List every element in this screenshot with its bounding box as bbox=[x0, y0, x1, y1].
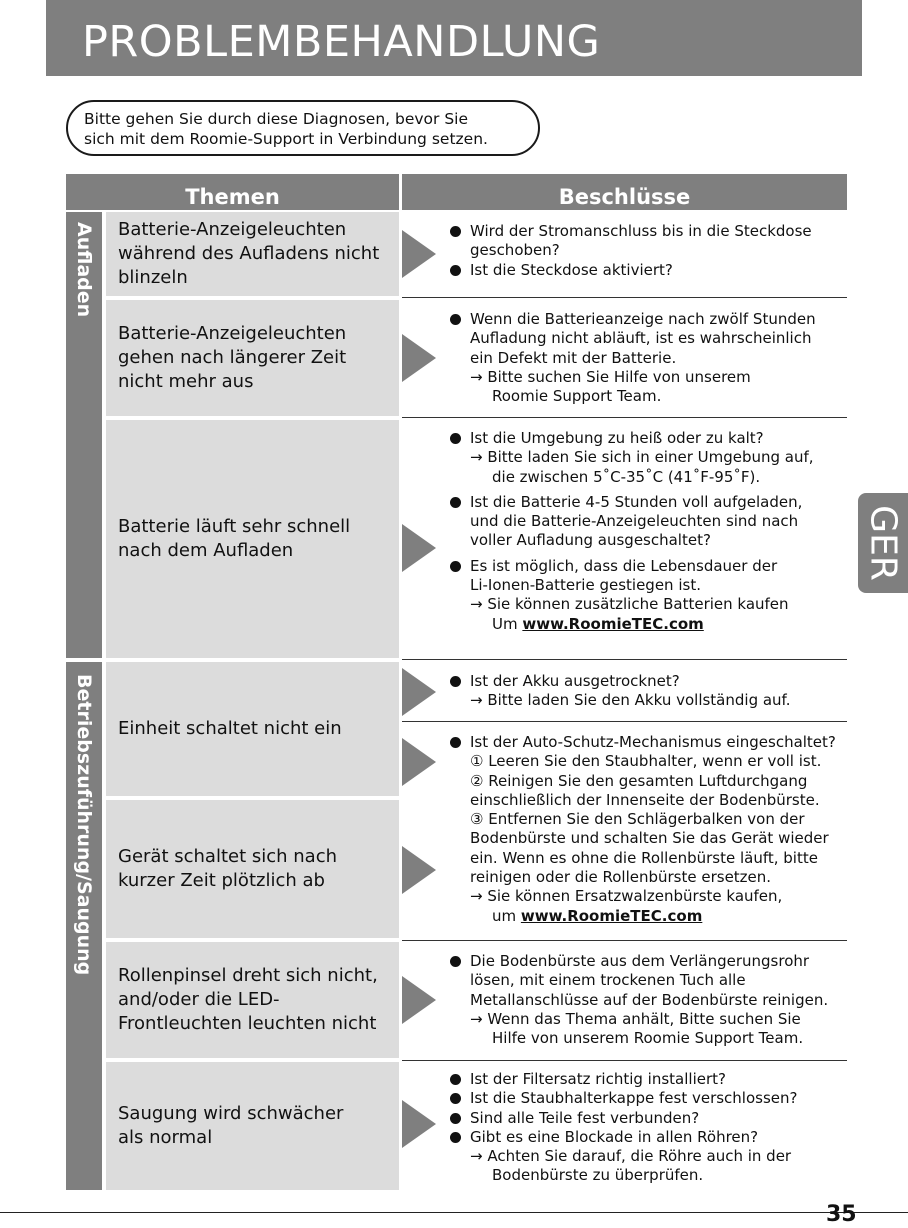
section-charging-label: Aufladen bbox=[73, 222, 95, 318]
arrow-icon bbox=[402, 668, 436, 716]
header-solutions: Beschlüsse bbox=[402, 174, 847, 210]
row-divider bbox=[402, 417, 847, 418]
page-number: 35 bbox=[826, 1202, 857, 1227]
solution-7-item-3: Sind alle Teile fest verbunden? bbox=[450, 1109, 870, 1128]
solution-3 bbox=[450, 429, 870, 634]
arrow-icon bbox=[402, 334, 436, 382]
intro-text bbox=[84, 109, 488, 149]
arrow-icon bbox=[402, 524, 436, 572]
section-operation-label: Betriebszuführung/Saugung bbox=[73, 674, 95, 976]
language-tab-label: GER bbox=[862, 505, 904, 581]
topic-cell-5 bbox=[106, 800, 399, 938]
solution-6 bbox=[450, 952, 870, 1048]
solution-1-item-1: Wird der Stromanschluss bis in die Steckdose geschoben? bbox=[450, 222, 870, 261]
solution-2-note: → Bitte suchen Sie Hilfe von unserem Roomie Support Team. bbox=[470, 367, 751, 406]
header-topics: Themen bbox=[66, 174, 399, 210]
solution-7-item-4: Gibt es eine Blockade in allen Röhren? bbox=[450, 1128, 870, 1147]
arrow-icon bbox=[402, 738, 436, 786]
solution-4a bbox=[450, 672, 870, 711]
row-divider bbox=[402, 940, 847, 941]
solution-3-note-1: → Bitte laden Sie sich in einer Umgebung auf, die zwischen 5˚C-35˚C (41˚F-95˚F). bbox=[470, 448, 814, 486]
solution-3-note-2: → Sie können zusätzliche Batterien kaufen Um www.RoomieTEC.com bbox=[470, 595, 789, 633]
topic-text-5: Gerät schaltet sich nach kurzer Zeit plötzlich ab bbox=[118, 846, 338, 891]
solution-4-step-3-cont: Bodenbürste und schalten Sie das Gerät wieder bbox=[470, 829, 829, 848]
section-operation bbox=[66, 662, 102, 1190]
topic-text-4: Einheit schaltet nicht ein bbox=[118, 718, 342, 739]
solution-7-item-2: Ist die Staubhalterkappe fest verschlossen? bbox=[450, 1089, 870, 1108]
topic-cell-1 bbox=[106, 212, 399, 296]
topic-cell-7 bbox=[106, 1062, 399, 1190]
row-divider bbox=[402, 1060, 847, 1061]
topic-text-3: Batterie läuft sehr schnell nach dem Aufladen bbox=[118, 516, 351, 561]
solution-4-step-1: ① Leeren Sie den Staubhalter, wenn er voll ist. bbox=[470, 752, 822, 771]
topic-cell-4 bbox=[106, 662, 399, 796]
solution-7 bbox=[450, 1070, 870, 1186]
language-tab bbox=[858, 493, 908, 593]
solution-2-item-1: Wenn die Batterieanzeige nach zwölf Stunden Aufladung nicht abläuft, ist es wahrscheinlich ein Defekt mit der Batterie. bbox=[450, 310, 870, 368]
topic-cell-2 bbox=[106, 300, 399, 416]
intro-line-1: Bitte gehen Sie durch diese Diagnosen, bevor Sie bbox=[84, 110, 469, 128]
solution-4-item-1: Ist der Akku ausgetrocknet? bbox=[450, 672, 870, 691]
arrow-icon bbox=[402, 1100, 436, 1148]
roomietec-link[interactable]: www.RoomieTEC.com bbox=[522, 614, 704, 633]
solution-4-item-2: Ist der Auto-Schutz-Mechanismus eingeschaltet? bbox=[450, 733, 870, 752]
solution-4-step-3: ③ Entfernen Sie den Schlägerbalken von der bbox=[470, 810, 805, 829]
solution-4-note-1: → Bitte laden Sie den Akku vollständig auf. bbox=[470, 691, 791, 710]
row-divider bbox=[402, 721, 847, 722]
solution-6-item-1: Die Bodenbürste aus dem Verlängerungsrohr lösen, mit einem trockenen Tuch alle Metallanschlüsse auf der Bodenbürste reinigen. bbox=[450, 952, 870, 1010]
topic-cell-3 bbox=[106, 420, 399, 658]
topic-text-2: Batterie-Anzeigeleuchten gehen nach längerer Zeit nicht mehr aus bbox=[118, 323, 347, 392]
solution-3-item-2: Ist die Batterie 4-5 Stunden voll aufgeladen, und die Batterie-Anzeigeleuchten sind nach voller Aufladung ausgeschaltet? bbox=[450, 493, 870, 551]
intro-line-2: sich mit dem Roomie-Support in Verbindung setzen. bbox=[84, 130, 488, 148]
solution-3-item-1: Ist die Umgebung zu heiß oder zu kalt? bbox=[450, 429, 870, 448]
solution-1-item-2: Ist die Steckdose aktiviert? bbox=[450, 261, 870, 280]
topic-text-7: Saugung wird schwächer als normal bbox=[118, 1103, 344, 1148]
solution-4-step-2-cont: einschließlich der Innenseite der Bodenbürste. bbox=[470, 790, 820, 809]
topic-text-1: Batterie-Anzeigeleuchten während des Aufladens nicht blinzeln bbox=[118, 219, 380, 288]
solution-4b bbox=[450, 733, 870, 926]
topic-text-6: Rollenpinsel dreht sich nicht, and/oder die LED- Frontleuchten leuchten nicht bbox=[118, 965, 378, 1034]
footer-rule bbox=[0, 1212, 908, 1213]
solution-4-step-3-cont: reinigen oder die Rollenbürste ersetzen. bbox=[470, 868, 772, 887]
solution-3-item-3: Es ist möglich, dass die Lebensdauer der Li-Ionen-Batterie gestiegen ist. bbox=[450, 557, 870, 596]
solution-4-step-2: ② Reinigen Sie den gesamten Luftdurchgang bbox=[470, 771, 808, 790]
page-title: PROBLEMBEHANDLUNG bbox=[82, 17, 601, 67]
row-divider bbox=[402, 297, 847, 298]
solution-4-note-2: → Sie können Ersatzwalzenbürste kaufen, um www.RoomieTEC.com bbox=[470, 887, 783, 925]
section-charging bbox=[66, 212, 102, 658]
topic-cell-6 bbox=[106, 942, 399, 1058]
solution-4-step-3-cont: ein. Wenn es ohne die Rollenbürste läuft, bitte bbox=[470, 848, 818, 867]
arrow-icon bbox=[402, 846, 436, 894]
row-divider bbox=[402, 659, 847, 660]
arrow-icon bbox=[402, 976, 436, 1024]
solution-6-note: → Wenn das Thema anhält, Bitte suchen Sie Hilfe von unserem Roomie Support Team. bbox=[470, 1009, 804, 1048]
solution-7-item-1: Ist der Filtersatz richtig installiert? bbox=[450, 1070, 870, 1089]
roomietec-link[interactable]: www.RoomieTEC.com bbox=[520, 906, 703, 925]
solution-1 bbox=[450, 222, 870, 280]
solution-7-note: → Achten Sie darauf, die Röhre auch in der Bodenbürste zu überprüfen. bbox=[470, 1147, 792, 1185]
solution-2 bbox=[450, 310, 870, 406]
arrow-icon bbox=[402, 230, 436, 278]
